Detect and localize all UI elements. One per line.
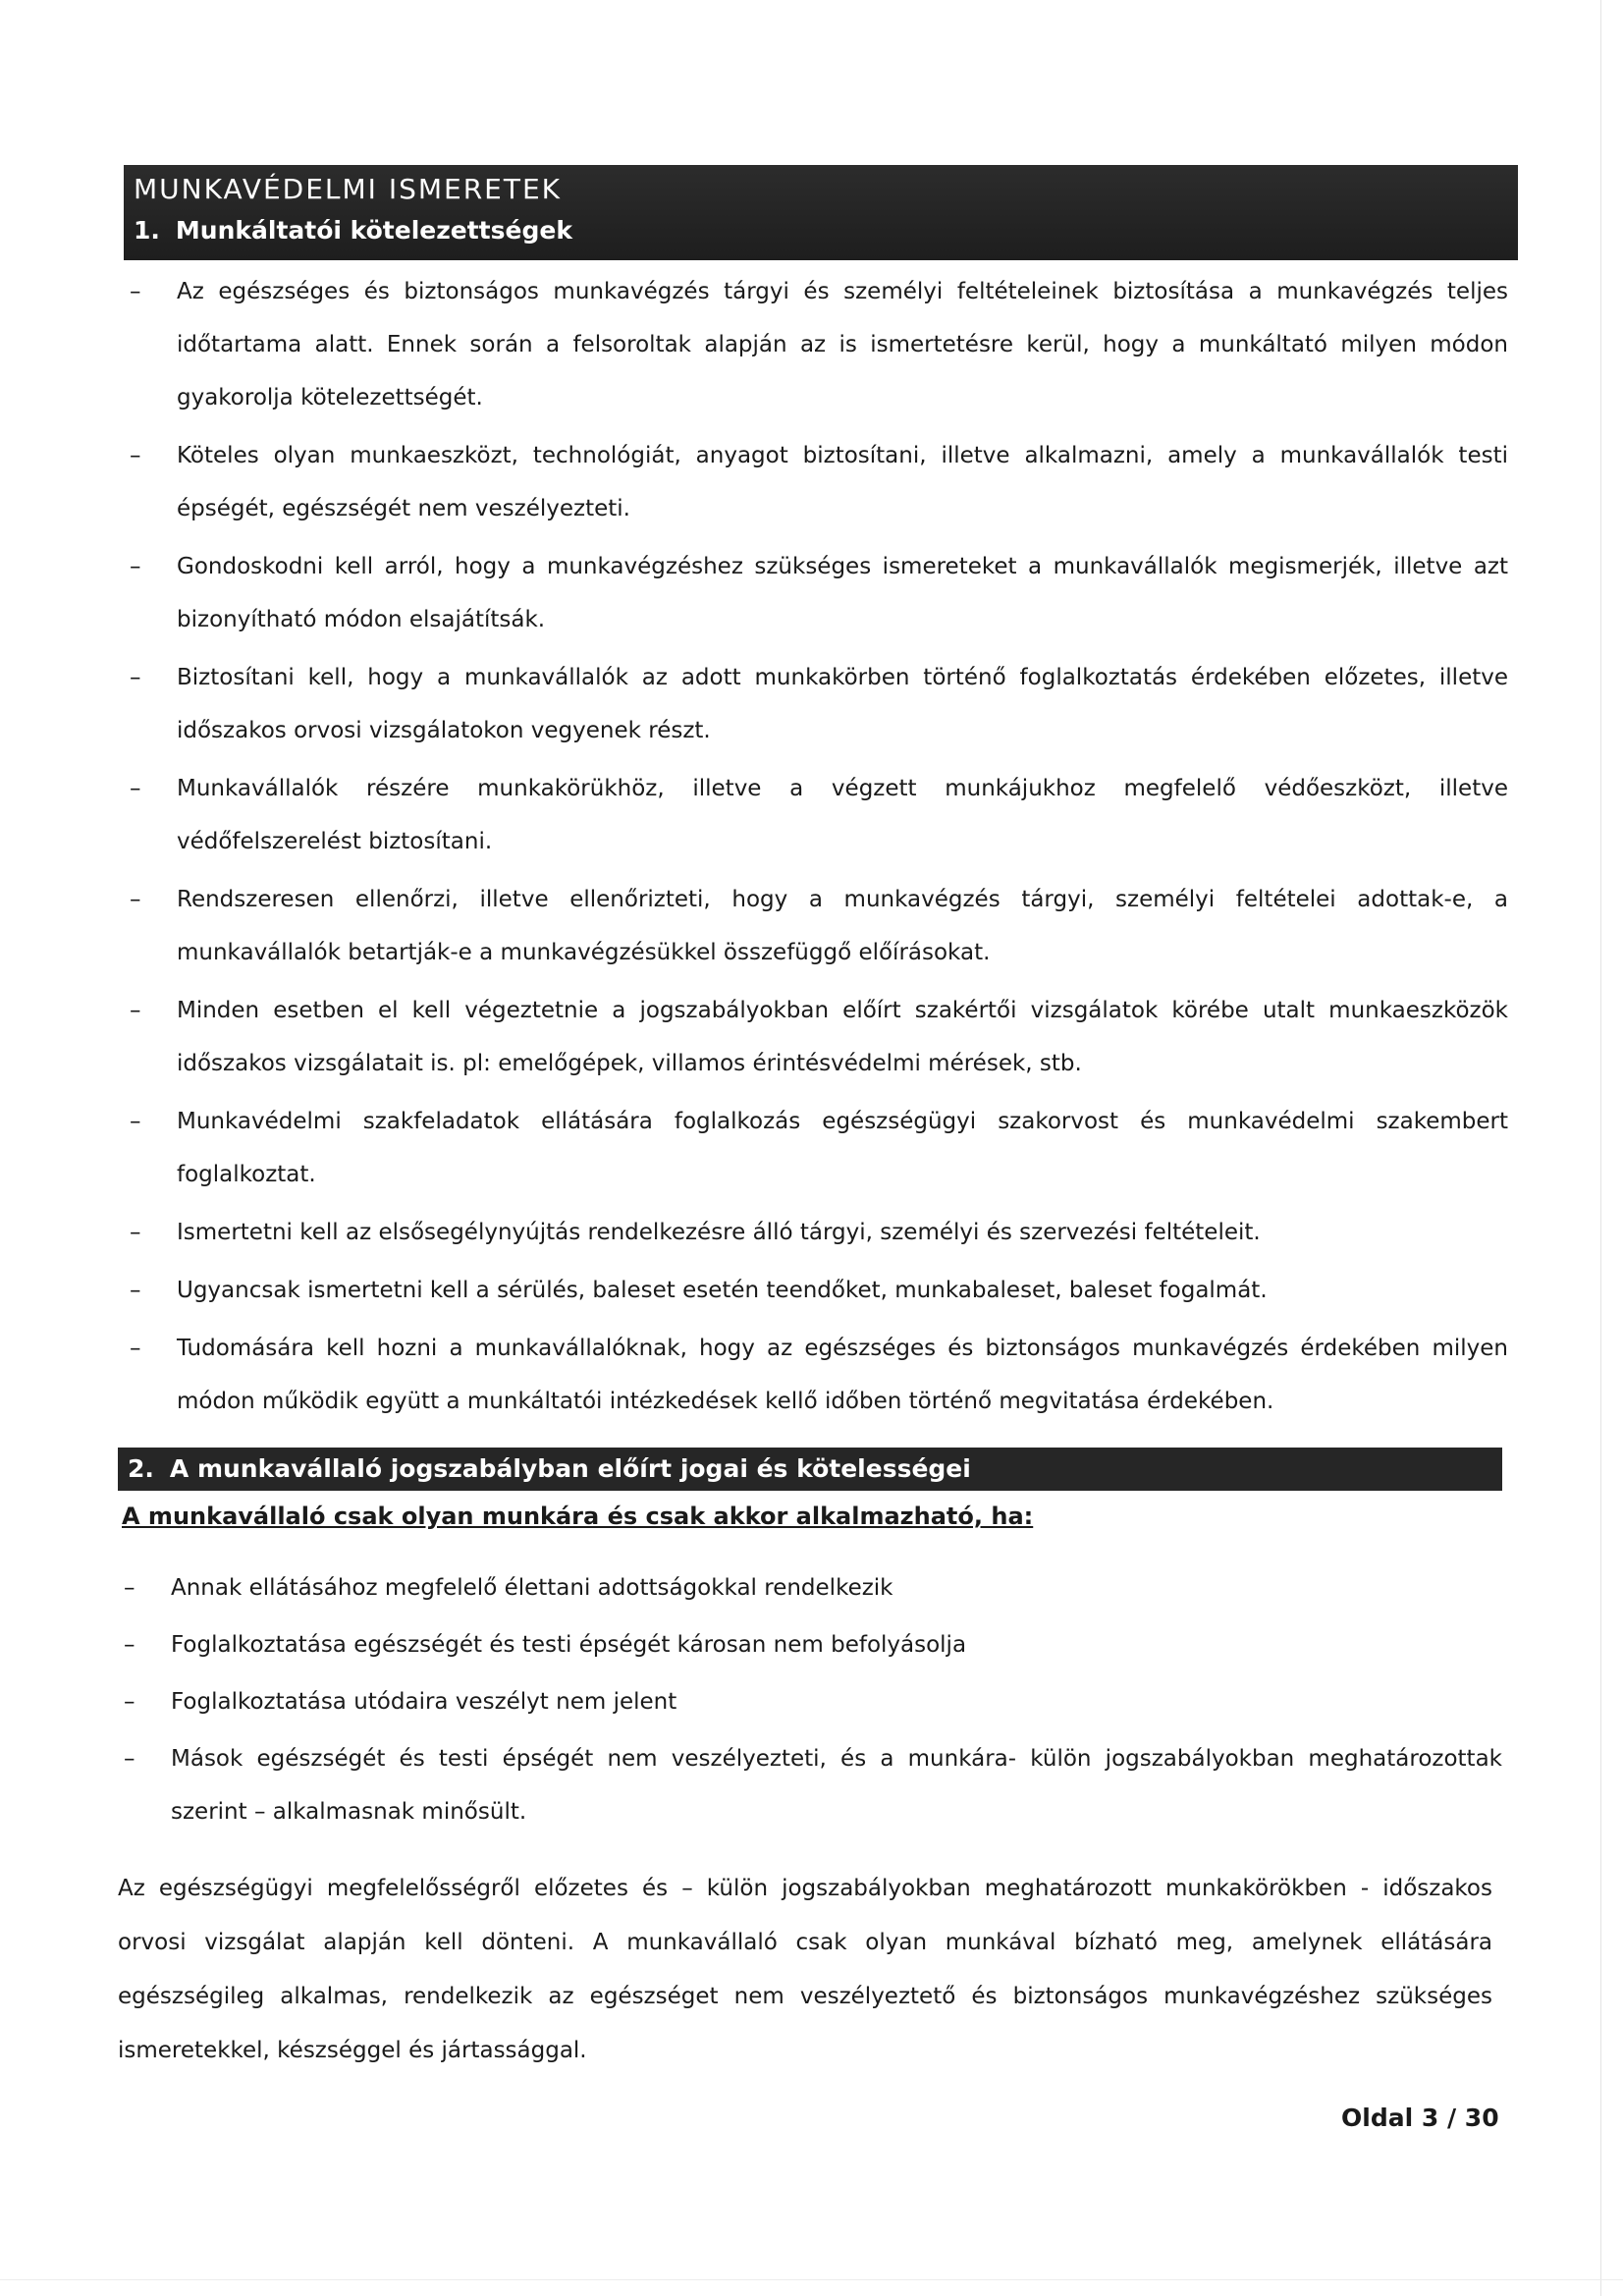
dash-bullet: – <box>130 1220 141 1245</box>
list-item-text: Foglalkoztatása utódaira veszélyt nem jelent <box>171 1689 677 1715</box>
list-item <box>118 1561 1502 1614</box>
section-2-heading <box>128 1454 971 1483</box>
section-2-list <box>118 1561 1502 1842</box>
dash-bullet: – <box>130 1336 141 1361</box>
list-item <box>124 1095 1508 1201</box>
dash-bullet: – <box>130 554 141 579</box>
dash-bullet: – <box>130 776 141 801</box>
scan-edge-bottom <box>0 2279 1623 2280</box>
section-2-heading-bar <box>118 1448 1502 1491</box>
section-2-intro: A munkavállaló csak olyan munkára és csak akkor alkalmazható, ha: <box>122 1503 1034 1530</box>
dash-bullet: – <box>130 665 141 690</box>
list-item <box>124 1264 1508 1317</box>
dash-bullet: – <box>130 887 141 912</box>
list-item <box>124 1322 1508 1428</box>
list-item-text: Ismertetni kell az elsősegélynyújtás rendelkezésre álló tárgyi, személyi és szervezési feltételeit. <box>177 1220 1261 1245</box>
list-item-text: Biztosítani kell, hogy a munkavállalók az adott munkakörben történő foglalkoztatás érdekében előzetes, illetve időszakos orvosi vizsgálatokon vegyenek részt. <box>177 665 1508 743</box>
list-item <box>124 873 1508 979</box>
list-item-text: Az egészséges és biztonságos munkavégzés tárgyi és személyi feltételeinek biztosítása a munkavégzés teljes időtartama alatt. Ennek során a felsoroltak alapján az is ismertetésre kerül, hogy a munkáltató milyen módon gyakorolja kötelezettségét. <box>177 279 1508 410</box>
list-item-text: Foglalkoztatása egészségét és testi épségét károsan nem befolyásolja <box>171 1632 967 1658</box>
dash-bullet: – <box>124 1689 135 1715</box>
list-item-text: Köteles olyan munkaeszközt, technológiát, anyagot biztosítani, illetve alkalmazni, amely a munkavállalók testi épségét, egészségét nem veszélyezteti. <box>177 443 1508 521</box>
list-item-text: Munkavállalók részére munkakörükhöz, illetve a végzett munkájukhoz megfelelő védőeszközt, illetve védőfelszerelést biztosítani. <box>177 776 1508 854</box>
list-item <box>124 762 1508 868</box>
list-item-text: Ugyancsak ismertetni kell a sérülés, baleset esetén teendőket, munkabaleset, baleset fogalmát. <box>177 1278 1268 1303</box>
scan-edge-right <box>1600 0 1601 2296</box>
list-item-text: Tudomására kell hozni a munkavállalóknak, hogy az egészséges és biztonságos munkavégzés érdekében milyen módon működik együtt a munkáltatói intézkedések kellő időben történő megvitatása érdekében. <box>177 1336 1508 1414</box>
dash-bullet: – <box>124 1746 135 1772</box>
list-item-text: Rendszeresen ellenőrzi, illetve ellenőrizteti, hogy a munkavégzés tárgyi, személyi feltételei adottak-e, a munkavállalók betartják-e a munkavégzésükkel összefüggő előírásokat. <box>177 887 1508 965</box>
document-title-bar <box>124 165 1518 260</box>
list-item <box>124 1206 1508 1259</box>
section-2-title: A munkavállaló jogszabályban előírt jogai és kötelességei <box>169 1454 971 1483</box>
page-number: Oldal 3 / 30 <box>1341 2104 1499 2132</box>
list-item-text: Gondoskodni kell arról, hogy a munkavégzéshez szükséges ismereteket a munkavállalók megismerjék, illetve azt bizonyítható módon elsajátítsák. <box>177 554 1508 632</box>
list-item-text: Minden esetben el kell végeztetnie a jogszabályokban előírt szakértői vizsgálatok körébe utalt munkaeszközök időszakos vizsgálatait is. pl: emelőgépek, villamos érintésvédelmi mérések, stb. <box>177 998 1508 1076</box>
document-title: MUNKAVÉDELMI ISMERETEK <box>134 173 563 205</box>
list-item-text: Mások egészségét és testi épségét nem veszélyezteti, és a munkára- külön jogszabályokban meghatározottak szerint – alkalmasnak minősült. <box>171 1746 1502 1825</box>
list-item <box>124 651 1508 757</box>
section-1-number: 1. <box>134 216 160 245</box>
dash-bullet: – <box>130 1109 141 1134</box>
list-item <box>124 429 1508 535</box>
list-item <box>124 540 1508 646</box>
section-1-list <box>124 265 1508 1433</box>
list-item <box>124 984 1508 1090</box>
dash-bullet: – <box>130 998 141 1023</box>
list-item <box>124 265 1508 424</box>
dash-bullet: – <box>124 1632 135 1658</box>
section-1-heading <box>134 216 572 245</box>
section-2-closing-paragraph: Az egészségügyi megfelelősségről előzetes és – külön jogszabályokban meghatározott munkakörökben - időszakos orvosi vizsgálat alapján kell dönteni. A munkavállaló csak olyan munkával bízható meg, amelynek ellátására egészségileg alkalmas, rendelkezik az egészséget nem veszélyeztető és biztonságos munkavégzéshez szükséges ismeretekkel, készséggel és jártassággal. <box>118 1876 1492 2063</box>
list-item-text: Annak ellátásához megfelelő élettani adottságokkal rendelkezik <box>171 1575 893 1601</box>
list-item <box>118 1675 1502 1728</box>
dash-bullet: – <box>130 443 141 468</box>
dash-bullet: – <box>130 1278 141 1303</box>
section-1-title: Munkáltatói kötelezettségek <box>175 216 572 245</box>
list-item-text: Munkavédelmi szakfeladatok ellátására foglalkozás egészségügyi szakorvost és munkavédelmi szakembert foglalkoztat. <box>177 1109 1508 1187</box>
dash-bullet: – <box>130 279 141 304</box>
list-item <box>118 1618 1502 1671</box>
list-item <box>118 1732 1502 1838</box>
section-2-number: 2. <box>128 1454 154 1483</box>
dash-bullet: – <box>124 1575 135 1601</box>
